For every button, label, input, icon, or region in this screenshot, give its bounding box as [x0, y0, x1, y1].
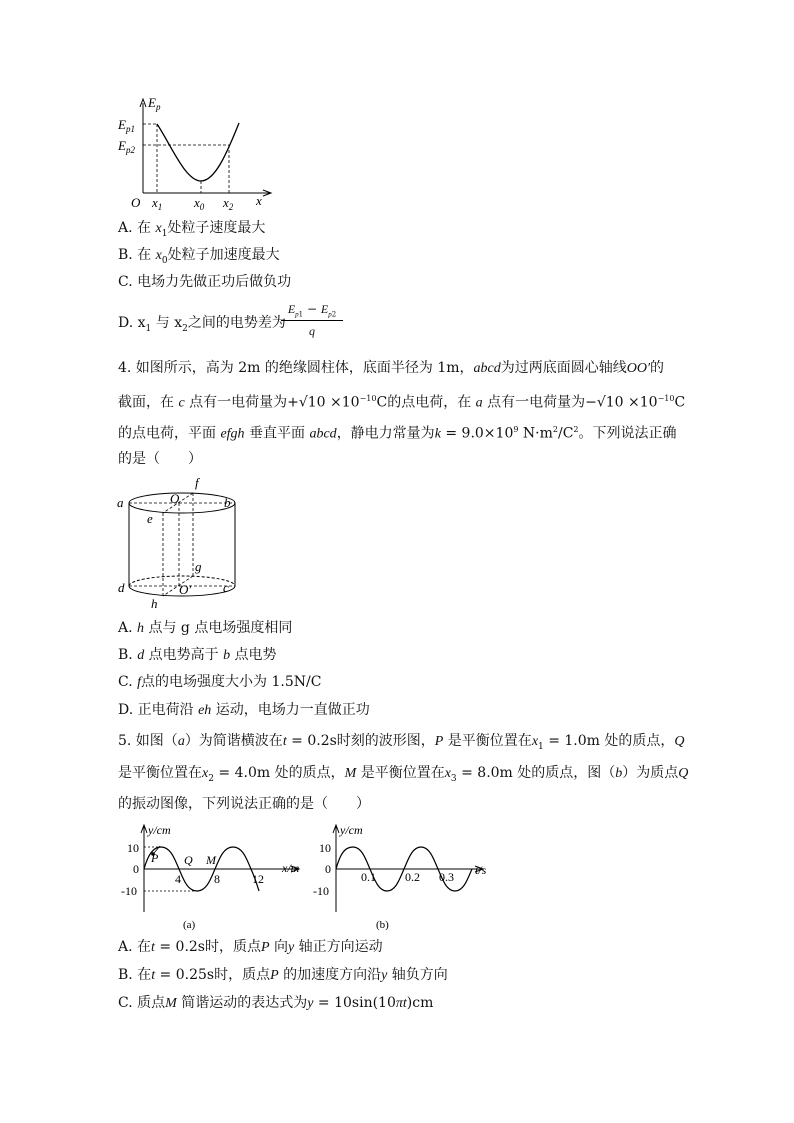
label-O-prime: O′	[179, 582, 192, 597]
q5-option-a[interactable]: A. 在t = 0.2s时，质点P 向y 轴正方向运动	[118, 939, 383, 955]
q4-line-4: 的是（ ）	[118, 451, 202, 467]
x2-label: $x_2$	[223, 195, 234, 211]
ep1-label: $E_{p1}$	[118, 117, 135, 134]
tick-10: 10	[127, 841, 139, 855]
q4-line-2: 截面，在 c 点有一电荷量为$+√10 \times 10^{-10}C$的点电荷，在 a 点有一电荷量为$-√10 \times 10^{-10}C$	[118, 394, 686, 411]
y-label: y/cm	[340, 823, 363, 837]
tick-0: 0	[133, 862, 139, 876]
q4-option-a[interactable]: A. h 点与 g 点电场强度相同	[118, 620, 293, 636]
tick-0.2: 0.2	[405, 870, 420, 884]
t-label: t/s	[475, 863, 487, 877]
q5-option-b[interactable]: B. 在t = 0.25s时，质点P 的加速度方向沿y 轴负方向	[118, 967, 448, 983]
label-b: b	[224, 495, 231, 510]
label-f: f	[195, 475, 199, 490]
label-d: d	[118, 580, 125, 595]
tick-8: 8	[214, 872, 220, 886]
cylinder-figure	[115, 475, 245, 615]
x-axis-label: x	[256, 193, 262, 208]
q4-option-d[interactable]: D. 正电荷沿 eh 运动，电场力一直做正功	[118, 702, 370, 718]
q3-fraction	[281, 302, 343, 339]
origin-label: O	[131, 195, 141, 210]
q3-option-d[interactable]: D. $x_1$ 与 $x_2$之间的电势差为	[118, 315, 286, 334]
tick-neg10: -10	[121, 884, 137, 898]
q4-option-b[interactable]: B. d 点电势高于 b 点电势	[118, 647, 277, 663]
q4-line-3: 的点电荷，平面 efgh 垂直平面 abcd，静电力常量为$k = 9.0\times 10^9$ $N\cdot m^2/C^2$。下列说法正确	[118, 425, 677, 442]
x1-label: $x_1$	[152, 195, 163, 211]
label-O: O	[170, 491, 180, 506]
x-label: x/m	[282, 861, 300, 875]
q3-option-c[interactable]: C. 电场力先做正功后做负功	[118, 274, 292, 290]
q5-line-3: 的振动图像，下列说法正确的是（ ）	[118, 796, 370, 812]
caption-a: (a)	[183, 919, 196, 931]
ep-curve	[157, 123, 239, 181]
tick-10: 10	[319, 841, 331, 855]
q5-option-c[interactable]: C. 质点M 简谐运动的表达式为y = 10sin(10πt)cm	[118, 995, 434, 1011]
ep-x-graph	[115, 93, 280, 211]
q4-option-c[interactable]: C. f点的电场强度大小为 1.5N/C	[118, 674, 322, 690]
label-a: a	[117, 495, 124, 510]
wave-graph-a	[118, 820, 313, 932]
q5-line-1: 5. 如图（a）为简谐横波在t = 0.2s时刻的波形图，P 是平衡位置在$x_1 = 1.0m$ 处的质点，Q	[118, 733, 685, 752]
caption-b: (b)	[376, 919, 389, 931]
fraction-numerator: $E_{p1} - E_{p2}$	[281, 302, 343, 321]
label-e: e	[147, 511, 153, 526]
q5-line-2: 是平衡位置在$x_2 = 4.0m$ 处的质点，M 是平衡位置在$x_3 = 8.0m$ 处的质点，图（b）为质点Q	[118, 765, 689, 784]
tick-0: 0	[325, 862, 331, 876]
q4-line-1: 4. 如图所示，高为 2m 的绝缘圆柱体，底面半径为 1m，abcd为过两底面圆心轴线OO′的	[118, 360, 665, 376]
label-g: g	[195, 559, 202, 574]
q3-option-b[interactable]: B. 在 $x_0$处粒子加速度最大	[118, 247, 280, 266]
tick-4: 4	[175, 872, 181, 886]
y-label: y/cm	[148, 823, 171, 837]
tick-0.1: 0.1	[361, 870, 376, 884]
label-m: M	[206, 853, 216, 867]
tick-neg10: -10	[313, 884, 329, 898]
ep2-label: $E_{p2}$	[118, 138, 135, 155]
q3-option-a[interactable]: A. 在 $x_1$处粒子速度最大	[118, 220, 266, 239]
vibration-graph-b	[310, 820, 500, 932]
x0-label: $x_0$	[194, 195, 205, 211]
y-axis-label: $E_p$	[148, 95, 161, 112]
tick-0.3: 0.3	[439, 870, 454, 884]
fraction-denominator: q	[309, 324, 315, 339]
label-c: c	[223, 580, 229, 595]
label-p: P	[151, 851, 159, 865]
tick-12: 12	[252, 872, 264, 886]
label-q: Q	[184, 853, 193, 867]
label-h: h	[151, 596, 158, 611]
